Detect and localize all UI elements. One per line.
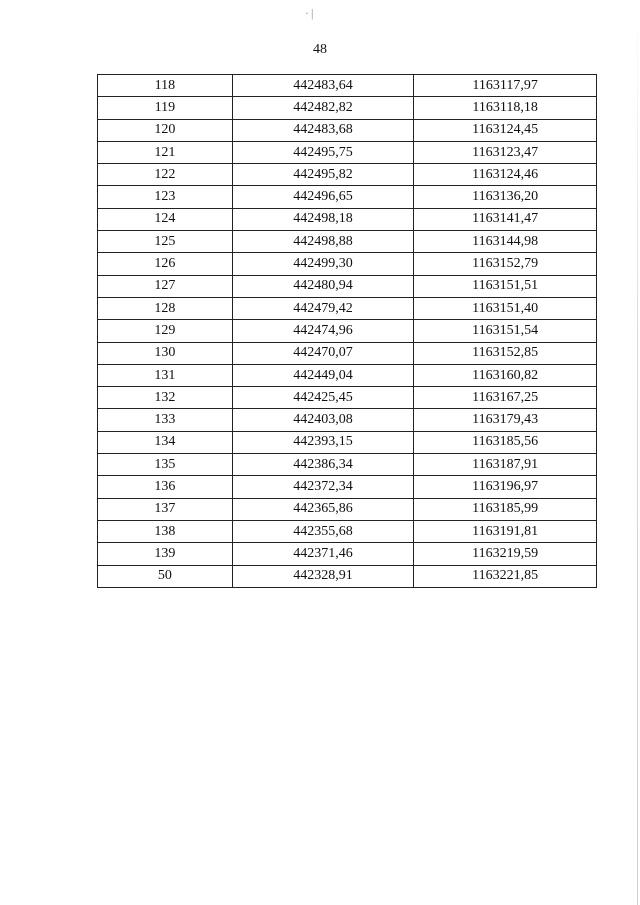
scan-artifact: ·| <box>305 6 316 20</box>
y-coordinate-cell: 1163221,85 <box>414 565 597 587</box>
x-coordinate-cell: 442386,34 <box>232 454 414 476</box>
x-coordinate-cell: 442483,68 <box>232 119 414 141</box>
table-row <box>98 141 597 163</box>
x-coordinate-cell: 442495,82 <box>232 164 414 186</box>
y-coordinate-cell: 1163144,98 <box>414 231 597 253</box>
table-row <box>98 97 597 119</box>
point-number-cell: 119 <box>98 97 233 119</box>
x-coordinate-cell: 442482,82 <box>232 97 414 119</box>
y-coordinate-cell: 1163187,91 <box>414 454 597 476</box>
y-coordinate-cell: 1163179,43 <box>414 409 597 431</box>
point-number-cell: 138 <box>98 520 233 542</box>
y-coordinate-cell: 1163219,59 <box>414 543 597 565</box>
point-number-cell: 137 <box>98 498 233 520</box>
x-coordinate-cell: 442371,46 <box>232 543 414 565</box>
point-number-cell: 139 <box>98 543 233 565</box>
y-coordinate-cell: 1163160,82 <box>414 364 597 386</box>
point-number-cell: 128 <box>98 297 233 319</box>
point-number-cell: 134 <box>98 431 233 453</box>
x-coordinate-cell: 442498,88 <box>232 231 414 253</box>
y-coordinate-cell: 1163124,45 <box>414 119 597 141</box>
table-row <box>98 297 597 319</box>
table-row <box>98 75 597 97</box>
table-row <box>98 454 597 476</box>
y-coordinate-cell: 1163185,99 <box>414 498 597 520</box>
table-row <box>98 431 597 453</box>
point-number-cell: 130 <box>98 342 233 364</box>
y-coordinate-cell: 1163191,81 <box>414 520 597 542</box>
table-row <box>98 253 597 275</box>
x-coordinate-cell: 442498,18 <box>232 208 414 230</box>
x-coordinate-cell: 442355,68 <box>232 520 414 542</box>
y-coordinate-cell: 1163196,97 <box>414 476 597 498</box>
table-row <box>98 565 597 587</box>
table-row <box>98 476 597 498</box>
y-coordinate-cell: 1163136,20 <box>414 186 597 208</box>
y-coordinate-cell: 1163141,47 <box>414 208 597 230</box>
table-row <box>98 342 597 364</box>
table-row <box>98 208 597 230</box>
table-row <box>98 364 597 386</box>
x-coordinate-cell: 442365,86 <box>232 498 414 520</box>
page-number: 48 <box>313 42 327 57</box>
table-row <box>98 275 597 297</box>
y-coordinate-cell: 1163151,51 <box>414 275 597 297</box>
x-coordinate-cell: 442479,42 <box>232 297 414 319</box>
x-coordinate-cell: 442425,45 <box>232 387 414 409</box>
point-number-cell: 129 <box>98 320 233 342</box>
y-coordinate-cell: 1163151,40 <box>414 297 597 319</box>
y-coordinate-cell: 1163117,97 <box>414 75 597 97</box>
point-number-cell: 132 <box>98 387 233 409</box>
table-row <box>98 409 597 431</box>
y-coordinate-cell: 1163185,56 <box>414 431 597 453</box>
table-row <box>98 186 597 208</box>
table-row <box>98 543 597 565</box>
point-number-cell: 131 <box>98 364 233 386</box>
y-coordinate-cell: 1163118,18 <box>414 97 597 119</box>
x-coordinate-cell: 442403,08 <box>232 409 414 431</box>
table-row <box>98 164 597 186</box>
x-coordinate-cell: 442470,07 <box>232 342 414 364</box>
point-number-cell: 135 <box>98 454 233 476</box>
y-coordinate-cell: 1163152,79 <box>414 253 597 275</box>
point-number-cell: 126 <box>98 253 233 275</box>
point-number-cell: 124 <box>98 208 233 230</box>
scan-edge <box>637 0 638 905</box>
y-coordinate-cell: 1163167,25 <box>414 387 597 409</box>
table-row <box>98 119 597 141</box>
coordinates-table-body <box>98 75 597 588</box>
x-coordinate-cell: 442495,75 <box>232 141 414 163</box>
point-number-cell: 121 <box>98 141 233 163</box>
point-number-cell: 118 <box>98 75 233 97</box>
x-coordinate-cell: 442496,65 <box>232 186 414 208</box>
y-coordinate-cell: 1163123,47 <box>414 141 597 163</box>
table-row <box>98 387 597 409</box>
point-number-cell: 122 <box>98 164 233 186</box>
point-number-cell: 125 <box>98 231 233 253</box>
y-coordinate-cell: 1163151,54 <box>414 320 597 342</box>
y-coordinate-cell: 1163124,46 <box>414 164 597 186</box>
point-number-cell: 133 <box>98 409 233 431</box>
x-coordinate-cell: 442393,15 <box>232 431 414 453</box>
point-number-cell: 127 <box>98 275 233 297</box>
point-number-cell: 136 <box>98 476 233 498</box>
x-coordinate-cell: 442483,64 <box>232 75 414 97</box>
y-coordinate-cell: 1163152,85 <box>414 342 597 364</box>
point-number-cell: 50 <box>98 565 233 587</box>
x-coordinate-cell: 442449,04 <box>232 364 414 386</box>
table-row <box>98 231 597 253</box>
table-row <box>98 320 597 342</box>
table-row <box>98 520 597 542</box>
x-coordinate-cell: 442328,91 <box>232 565 414 587</box>
table-row <box>98 498 597 520</box>
x-coordinate-cell: 442480,94 <box>232 275 414 297</box>
point-number-cell: 123 <box>98 186 233 208</box>
coordinates-table <box>97 74 597 588</box>
x-coordinate-cell: 442474,96 <box>232 320 414 342</box>
x-coordinate-cell: 442372,34 <box>232 476 414 498</box>
point-number-cell: 120 <box>98 119 233 141</box>
x-coordinate-cell: 442499,30 <box>232 253 414 275</box>
